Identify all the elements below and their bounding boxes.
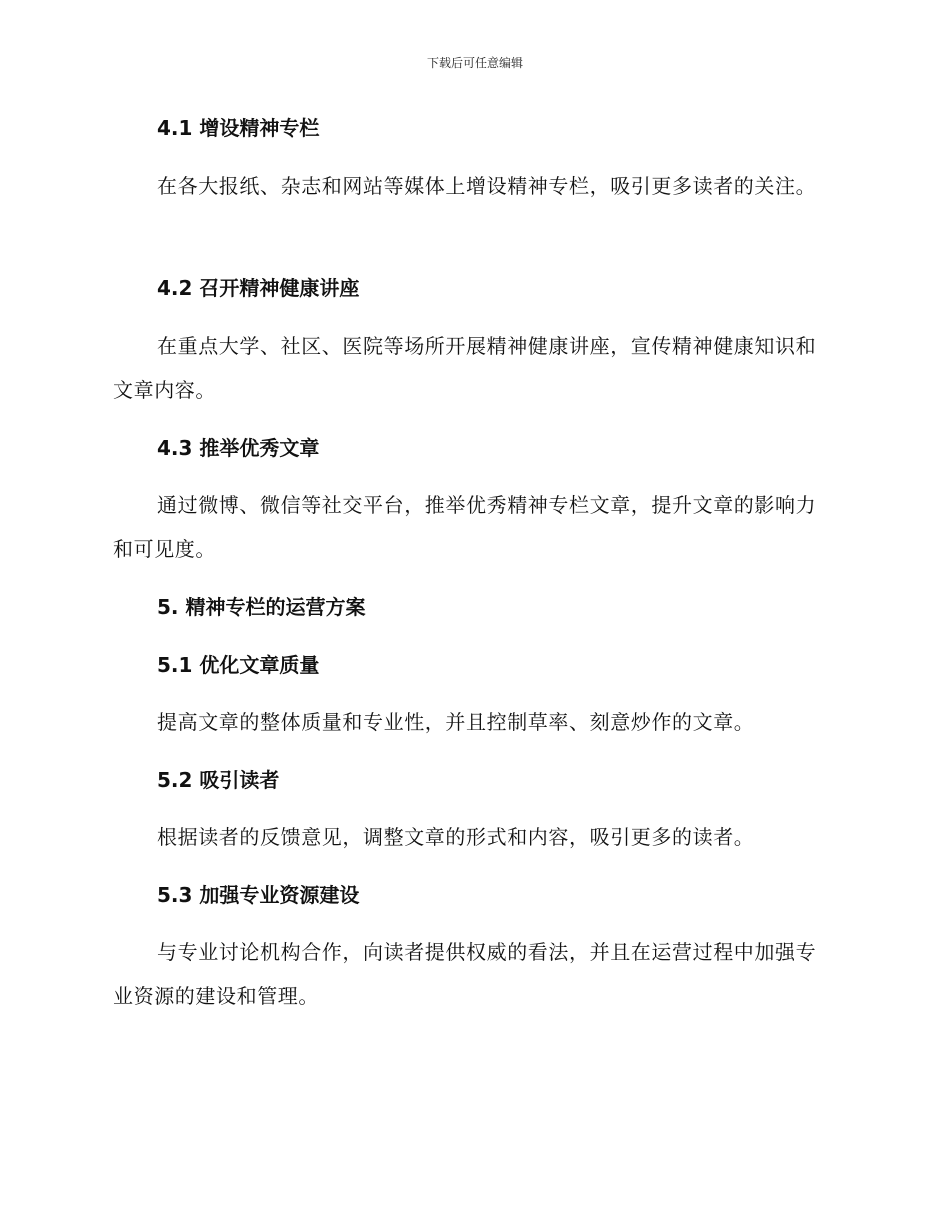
page-header-note: 下载后可任意编辑 (426, 56, 523, 70)
section-heading-4-3: 4.3 推举优秀文章 (157, 436, 320, 460)
section-body-5-1: 提高文章的整体质量和专业性，并且控制草率、刻意炒作的文章。 (157, 710, 755, 734)
section-heading-4-2: 4.2 召开精神健康讲座 (157, 276, 360, 300)
section-heading-5-1: 5.1 优化文章质量 (157, 653, 320, 677)
section-body-4-2: 在重点大学、社区、医院等场所开展精神健康讲座，宣传精神健康知识和文章内容。 (113, 334, 817, 402)
section-body-4-1: 在各大报纸、杂志和网站等媒体上增设精神专栏，吸引更多读者的关注。 (157, 174, 817, 198)
section-body-4-3: 通过微博、微信等社交平台，推举优秀精神专栏文章，提升文章的影响力和可见度。 (113, 493, 817, 561)
section-heading-4-1: 4.1 增设精神专栏 (157, 116, 320, 140)
section-heading-5-2: 5.2 吸引读者 (157, 768, 280, 792)
section-heading-5-3: 5.3 加强专业资源建设 (157, 883, 360, 907)
chapter-heading-5: 5. 精神专栏的运营方案 (157, 595, 366, 619)
section-body-5-2: 根据读者的反馈意见，调整文章的形式和内容，吸引更多的读者。 (157, 825, 755, 849)
section-body-5-3: 与专业讨论机构合作，向读者提供权威的看法，并且在运营过程中加强专业资源的建设和管理。 (113, 940, 817, 1008)
